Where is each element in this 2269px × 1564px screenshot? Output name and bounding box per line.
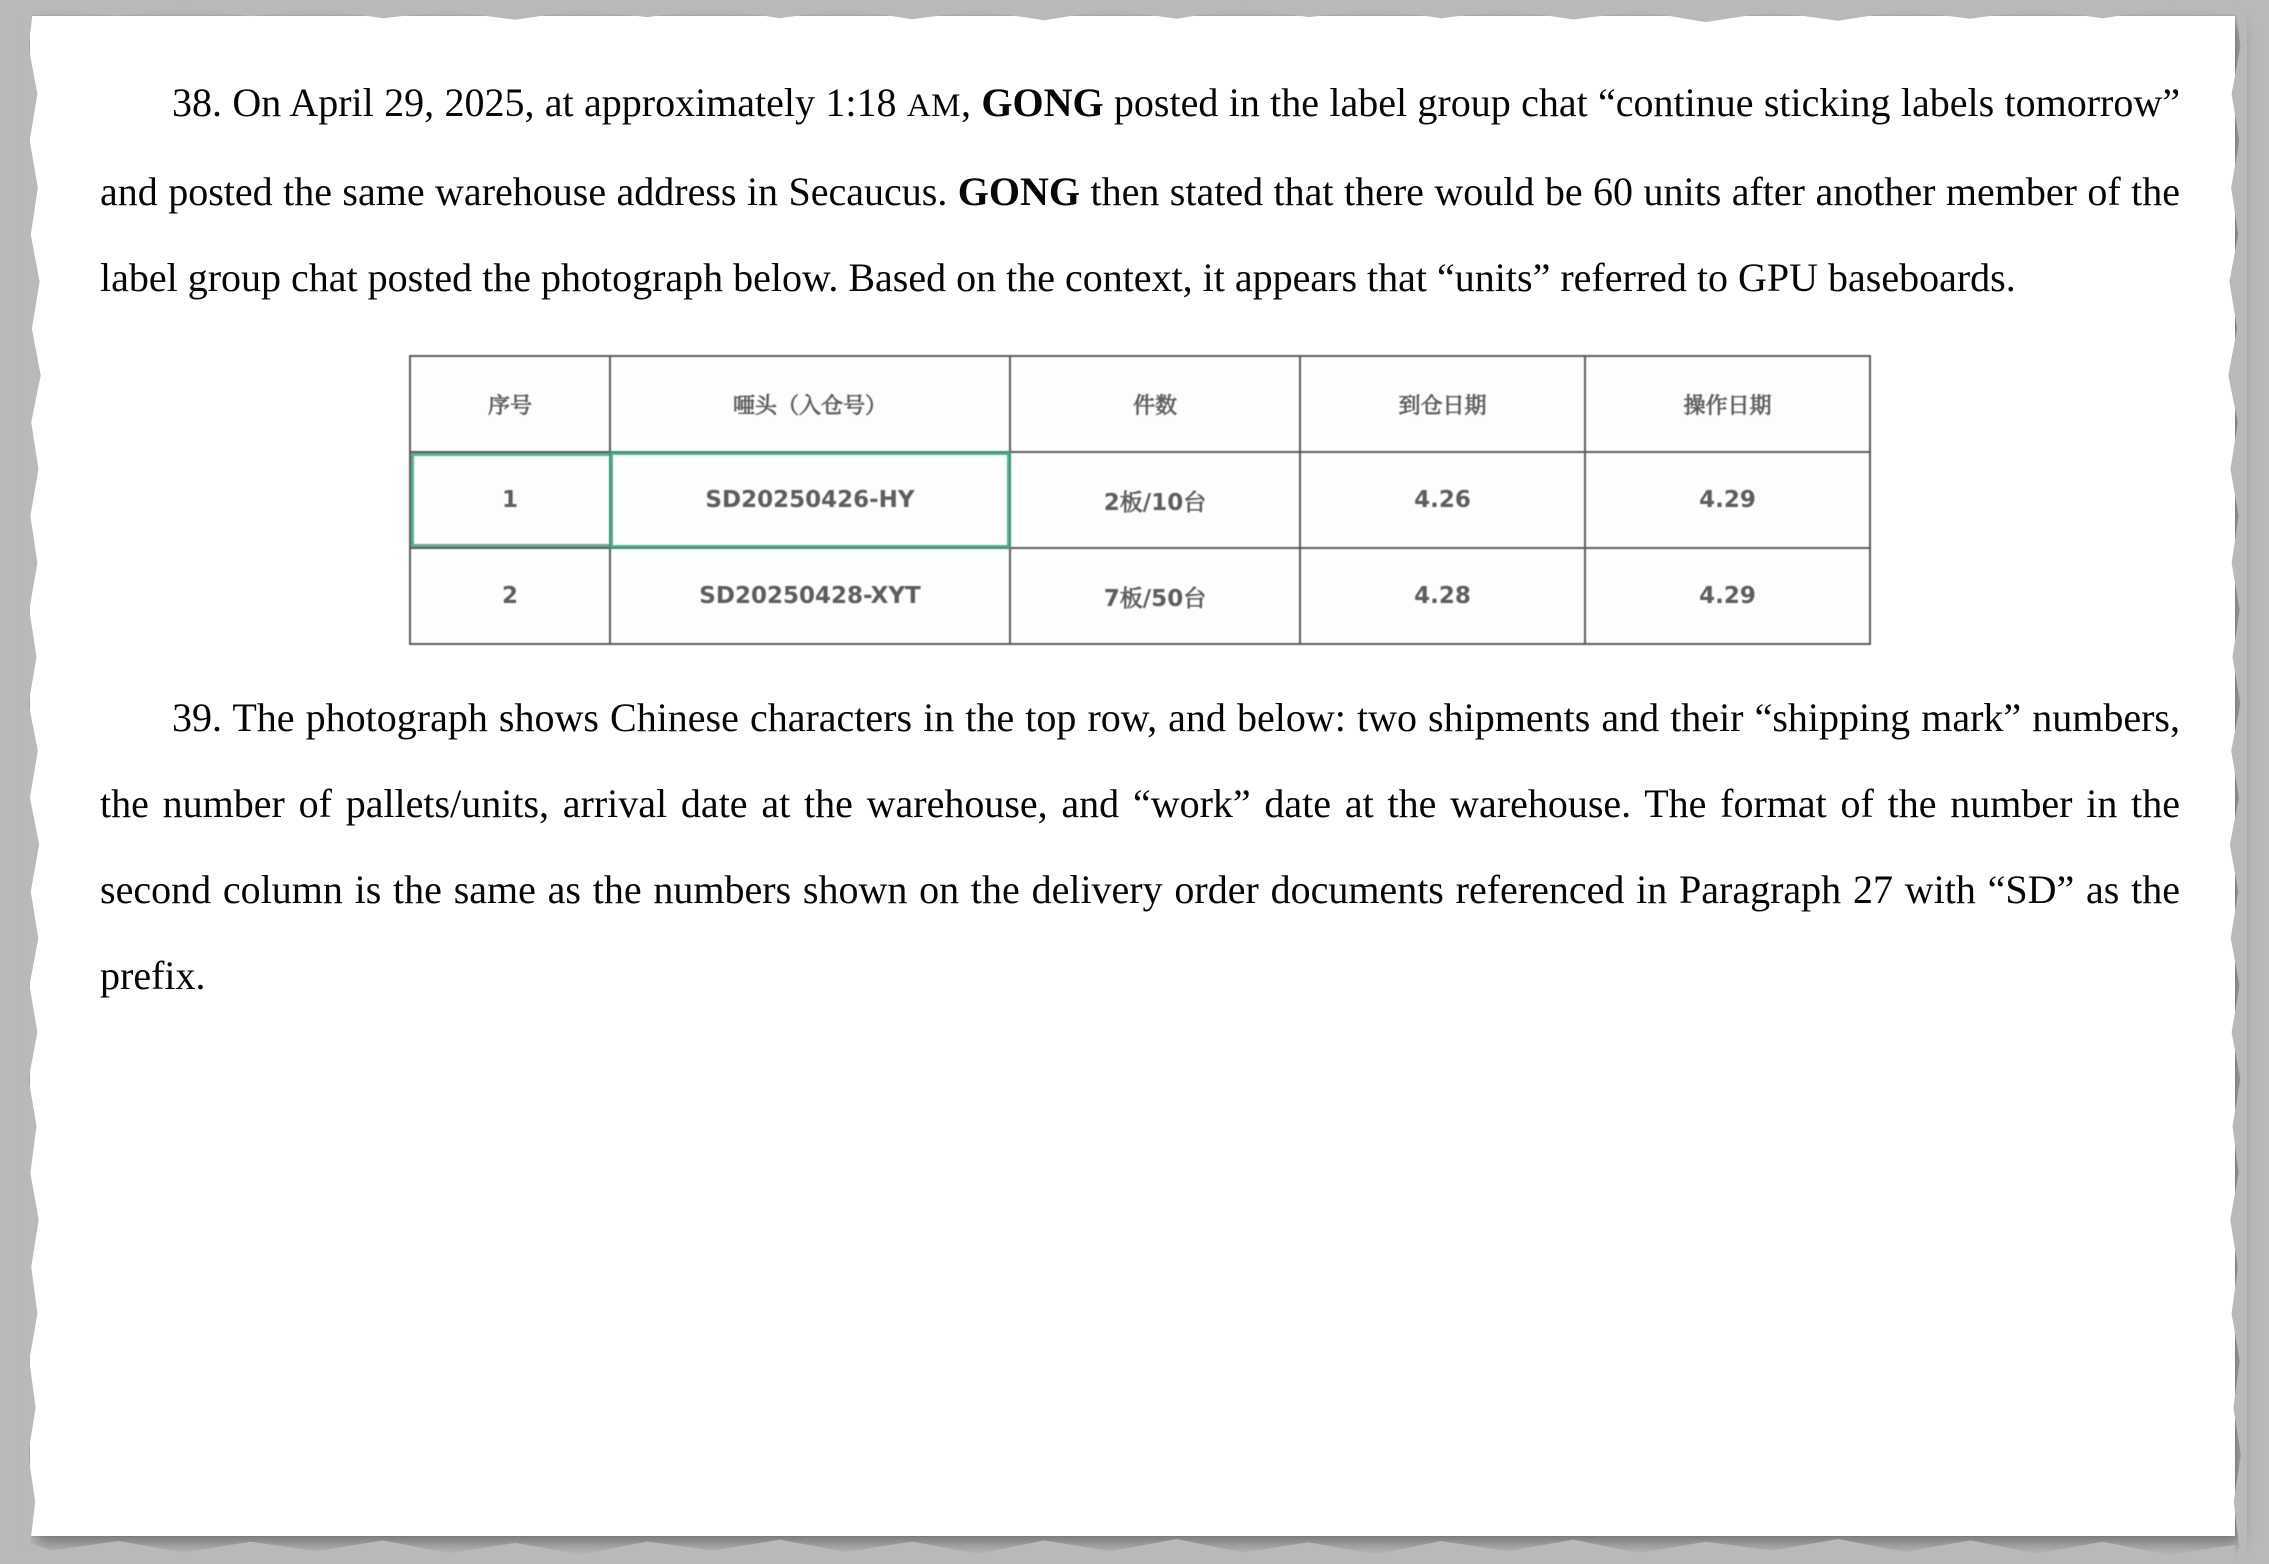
paragraph-38-run-0: On April 29, 2025, at approximately 1:18 [222,80,907,125]
torn-edge-bottom [30,1532,2235,1564]
cell-sequence: 2 [410,548,610,644]
cell-work-date: 4.29 [1585,548,1870,644]
cell-quantity: 2板/10台 [1010,452,1300,548]
paragraph-39-number: 39. [172,695,222,740]
embedded-photograph [100,355,2180,645]
cell-arrival-date: 4.28 [1300,548,1585,644]
column-header-sequence: 序号 [410,356,610,452]
document-content [100,60,2180,1019]
paragraph-38-run-5: GONG [957,169,1081,214]
paragraph-38-run-3: GONG [981,80,1104,125]
shipment-table [409,355,1871,645]
paragraph-38-run-6: then stated that there would be 60 units after another member of the label group chat posted the photograph below. Based on the context, it appears that “units” referred to GPU baseboards. [100,169,2180,300]
column-header-shipping-mark: 唖头（入仓号） [610,356,1010,452]
paragraph-39 [100,675,2180,1019]
paragraph-38-run-4: posted in the label group chat “continue sticking labels tomorrow” and posted the same warehouse address in Secaucus. [100,80,2181,214]
paragraph-39-run-0: The photograph shows Chinese characters in the top row, and below: two shipments and their “shipping mark” numbers, the number of pallets/units, arrival date at the warehouse, and “work” date at the warehouse. The format of the number in the second column is the same as the numbers shown on the delivery order documents referenced in Paragraph 27 with “SD” as the prefix. [100,695,2180,998]
column-header-work-date: 操作日期 [1585,356,1870,452]
cell-quantity: 7板/50台 [1010,548,1300,644]
table-header-row [410,356,1870,452]
column-header-arrival-date: 到仓日期 [1300,356,1585,452]
paragraph-38-run-1: AM [906,88,962,124]
document-sheet [30,16,2235,1536]
cell-shipping-mark: SD20250428-XYT [610,548,1010,644]
cell-sequence: 1 [410,452,610,548]
cell-arrival-date: 4.26 [1300,452,1585,548]
table-row [410,452,1870,548]
paragraph-38-number: 38. [172,80,222,125]
cell-work-date: 4.29 [1585,452,1870,548]
cell-shipping-mark-highlighted: SD20250426-HY [610,452,1010,548]
table-row [410,548,1870,644]
column-header-quantity: 件数 [1010,356,1300,452]
paragraph-38-run-2: , [961,80,982,125]
paragraph-38 [100,60,2180,321]
